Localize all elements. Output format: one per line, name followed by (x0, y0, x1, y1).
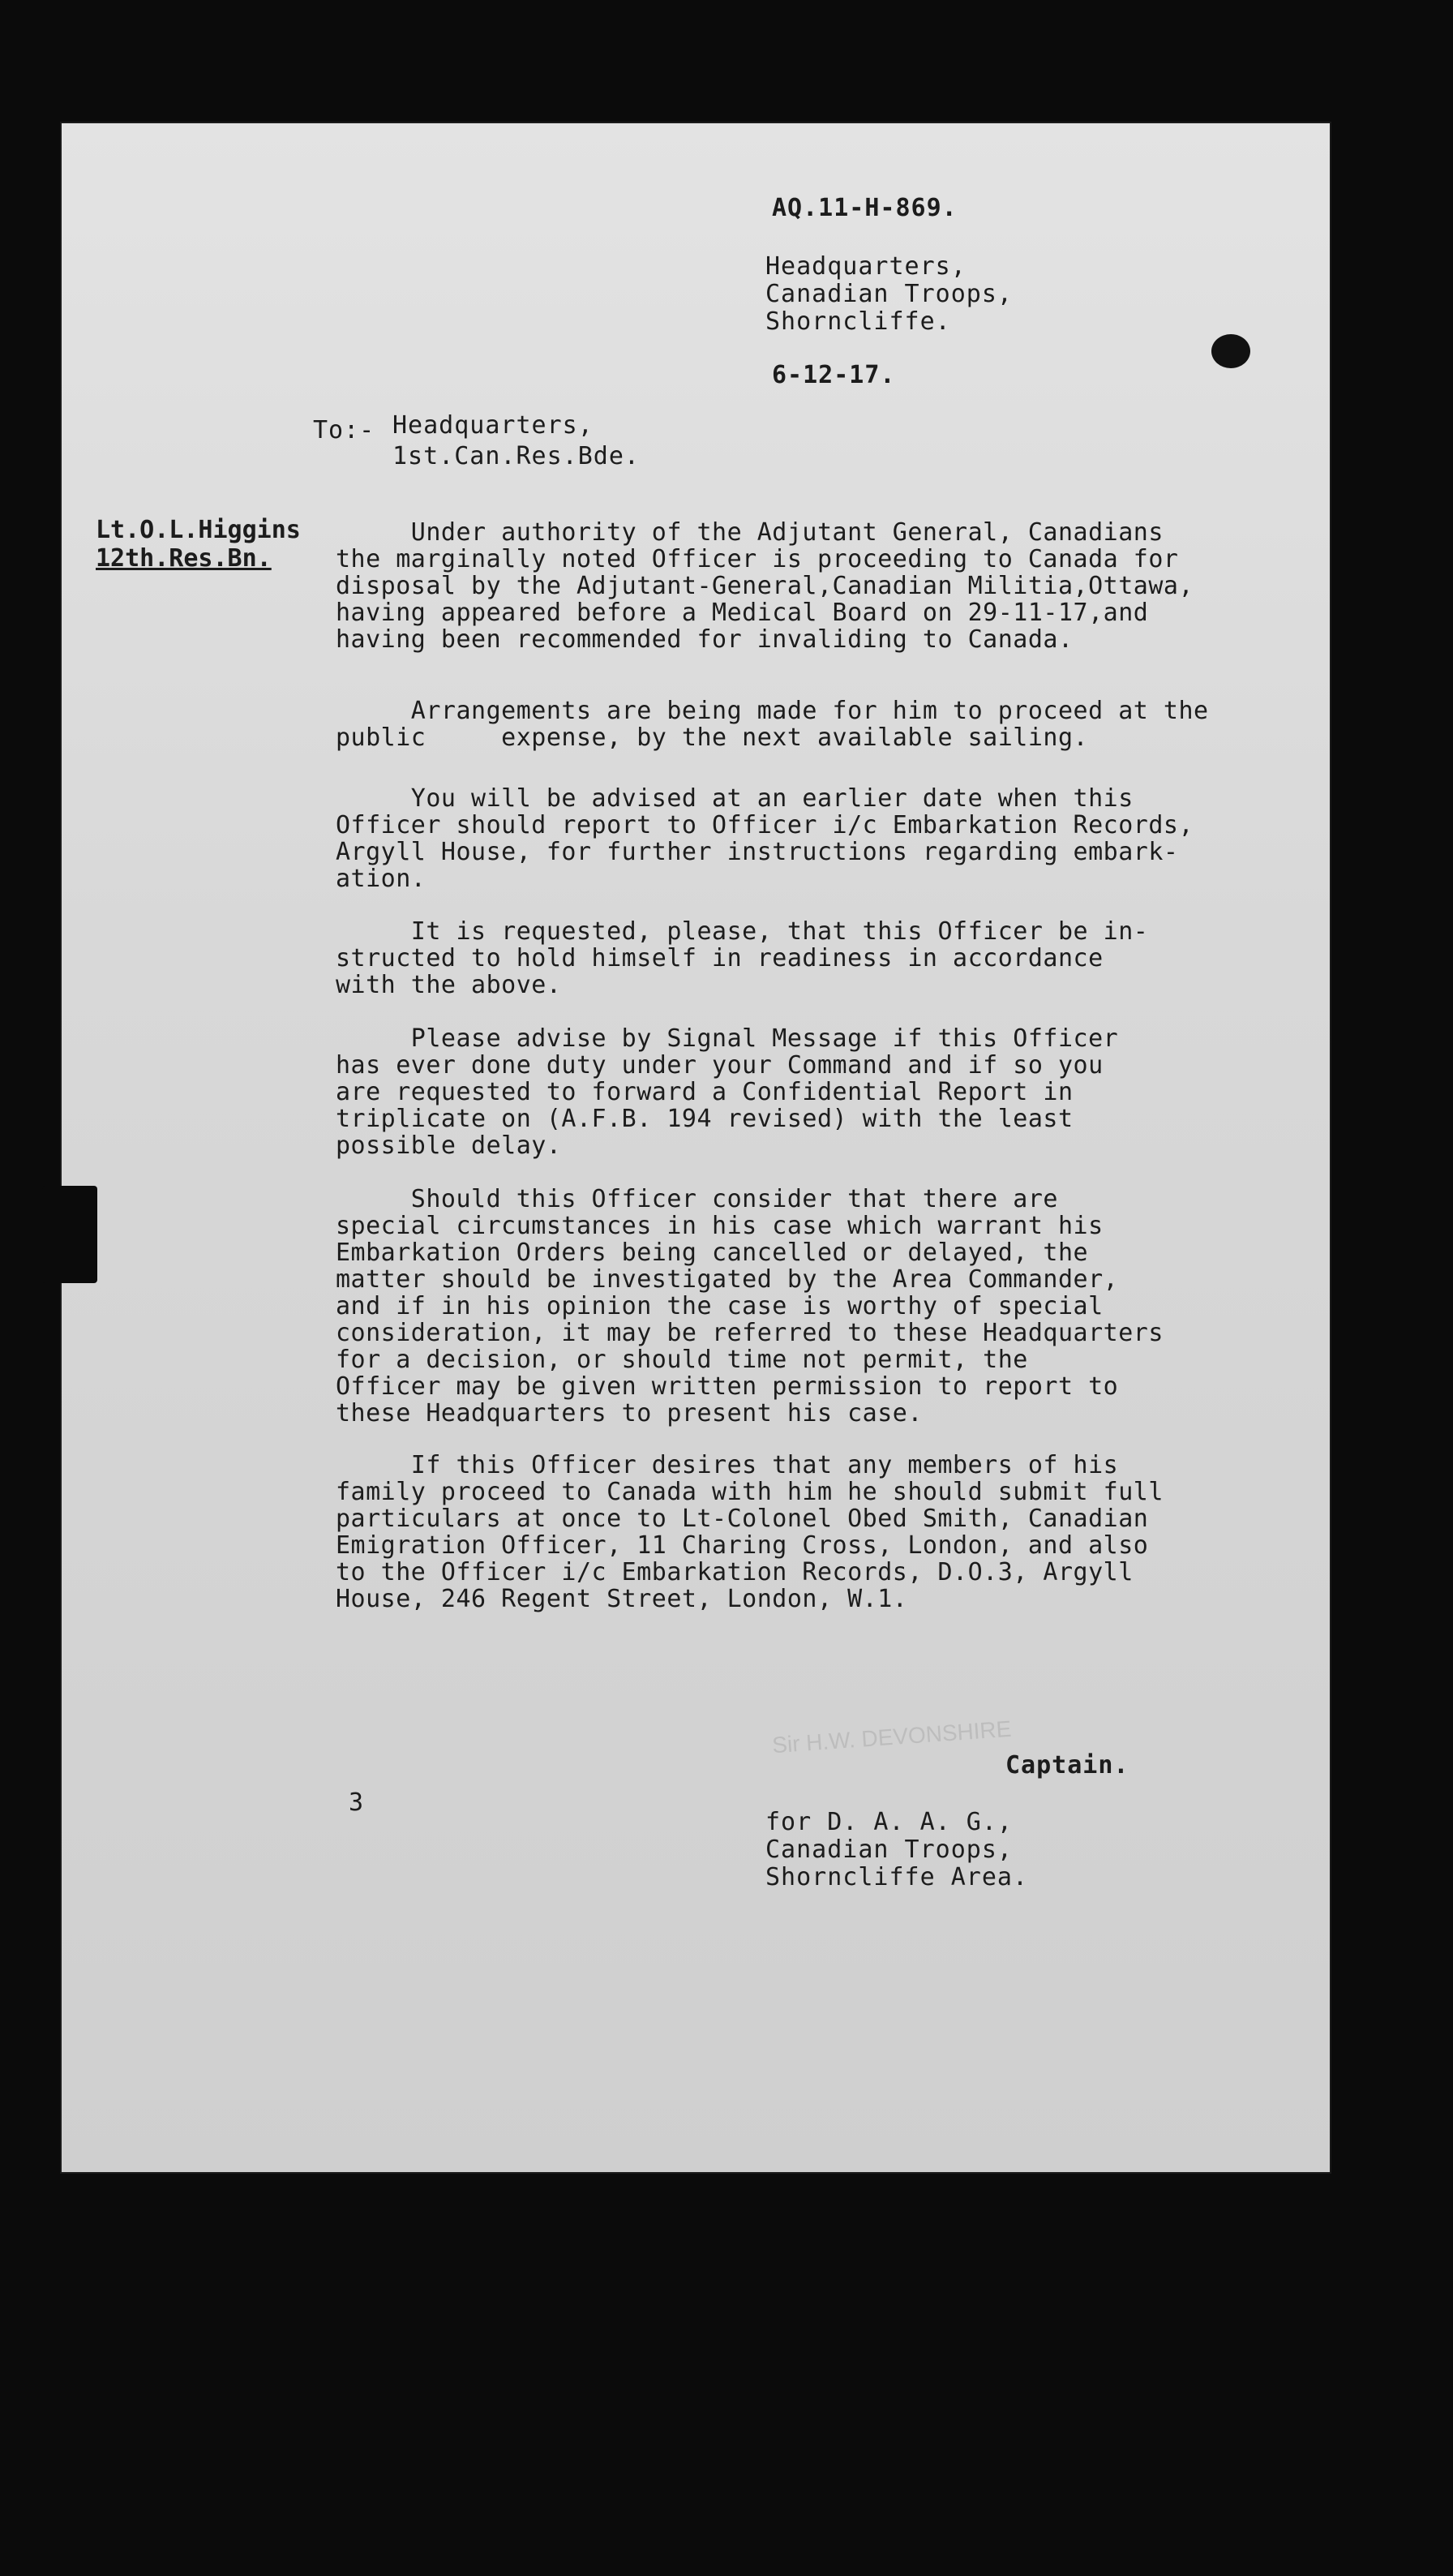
signature-rank: Captain. (1005, 1751, 1129, 1780)
page-number: 3 (349, 1788, 365, 1817)
paragraph: Under authority of the Adjutant General, Canadians the marginally noted Officer is proceeding to Canada for disposal by the Adjutant-General,Canadian Militia,Ottawa, having appeared before a Medical Board on 29-11-17,and having been recommended for invaliding to Canada. (336, 518, 1194, 654)
office-line: Headquarters, (765, 252, 967, 281)
signature-line: Shorncliffe Area. (765, 1863, 1029, 1891)
paragraph: If this Officer desires that any members of his family proceed to Canada with him he should submit full particulars at once to Lt-Colonel Obed Smith, Canadian Emigration Officer, 11 Charing Cross, London, and also to the Officer i/c Embarkation Records, D.O.3, Argyll House, 246 Regent Street, London, W.1. (336, 1451, 1164, 1613)
signature-line: for D. A. A. G., (765, 1808, 1013, 1836)
marginal-note-unit: 12th.Res.Bn. (96, 544, 272, 573)
paragraph: It is requested, please, that this Officer be in- structed to hold himself in readiness in accordance with the above. (336, 917, 1149, 999)
name-stamp: Sir H.W. DEVONSHIRE (771, 1715, 1013, 1758)
addressee-line: 1st.Can.Res.Bde. (392, 442, 640, 470)
office-line: Shorncliffe. (765, 307, 951, 336)
office-line: Canadian Troops, (765, 280, 1013, 308)
addressee-line: Headquarters, (392, 411, 594, 440)
signature-line: Canadian Troops, (765, 1835, 1013, 1864)
page-edge-tab (42, 1186, 97, 1283)
file-reference: AQ.11-H-869. (772, 194, 958, 222)
paragraph: You will be advised at an earlier date when this Officer should report to Officer i/c Embarkation Records, Argyll House, for further instructions regarding embark- ation. (336, 784, 1194, 893)
paragraph: Please advise by Signal Message if this Officer has ever done duty under your Command and if so you are requested to forward a Confidential Report in triplicate on (A.F.B. 194 revised) with the least possible delay. (336, 1024, 1119, 1160)
paragraph: Arrangements are being made for him to proceed at the public expense, by the next available sailing. (336, 697, 1209, 752)
letter-date: 6-12-17. (772, 361, 896, 389)
paragraph: Should this Officer consider that there are special circumstances in his case which warrant his Embarkation Orders being cancelled or delayed, the matter should be investigated by the Area Commander, and if in his opinion the case is worthy of special consideration, it may be referred to these Headquarters for a decision, or should time not permit, the Officer may be given written permission to report to these Headquarters to present his case. (336, 1185, 1164, 1428)
ink-blot (1211, 334, 1250, 368)
marginal-note (96, 516, 301, 573)
marginal-note-officer: Lt.O.L.Higgins (96, 516, 301, 544)
letter-page (60, 122, 1331, 2174)
addressee-prefix: To:- (313, 416, 375, 444)
